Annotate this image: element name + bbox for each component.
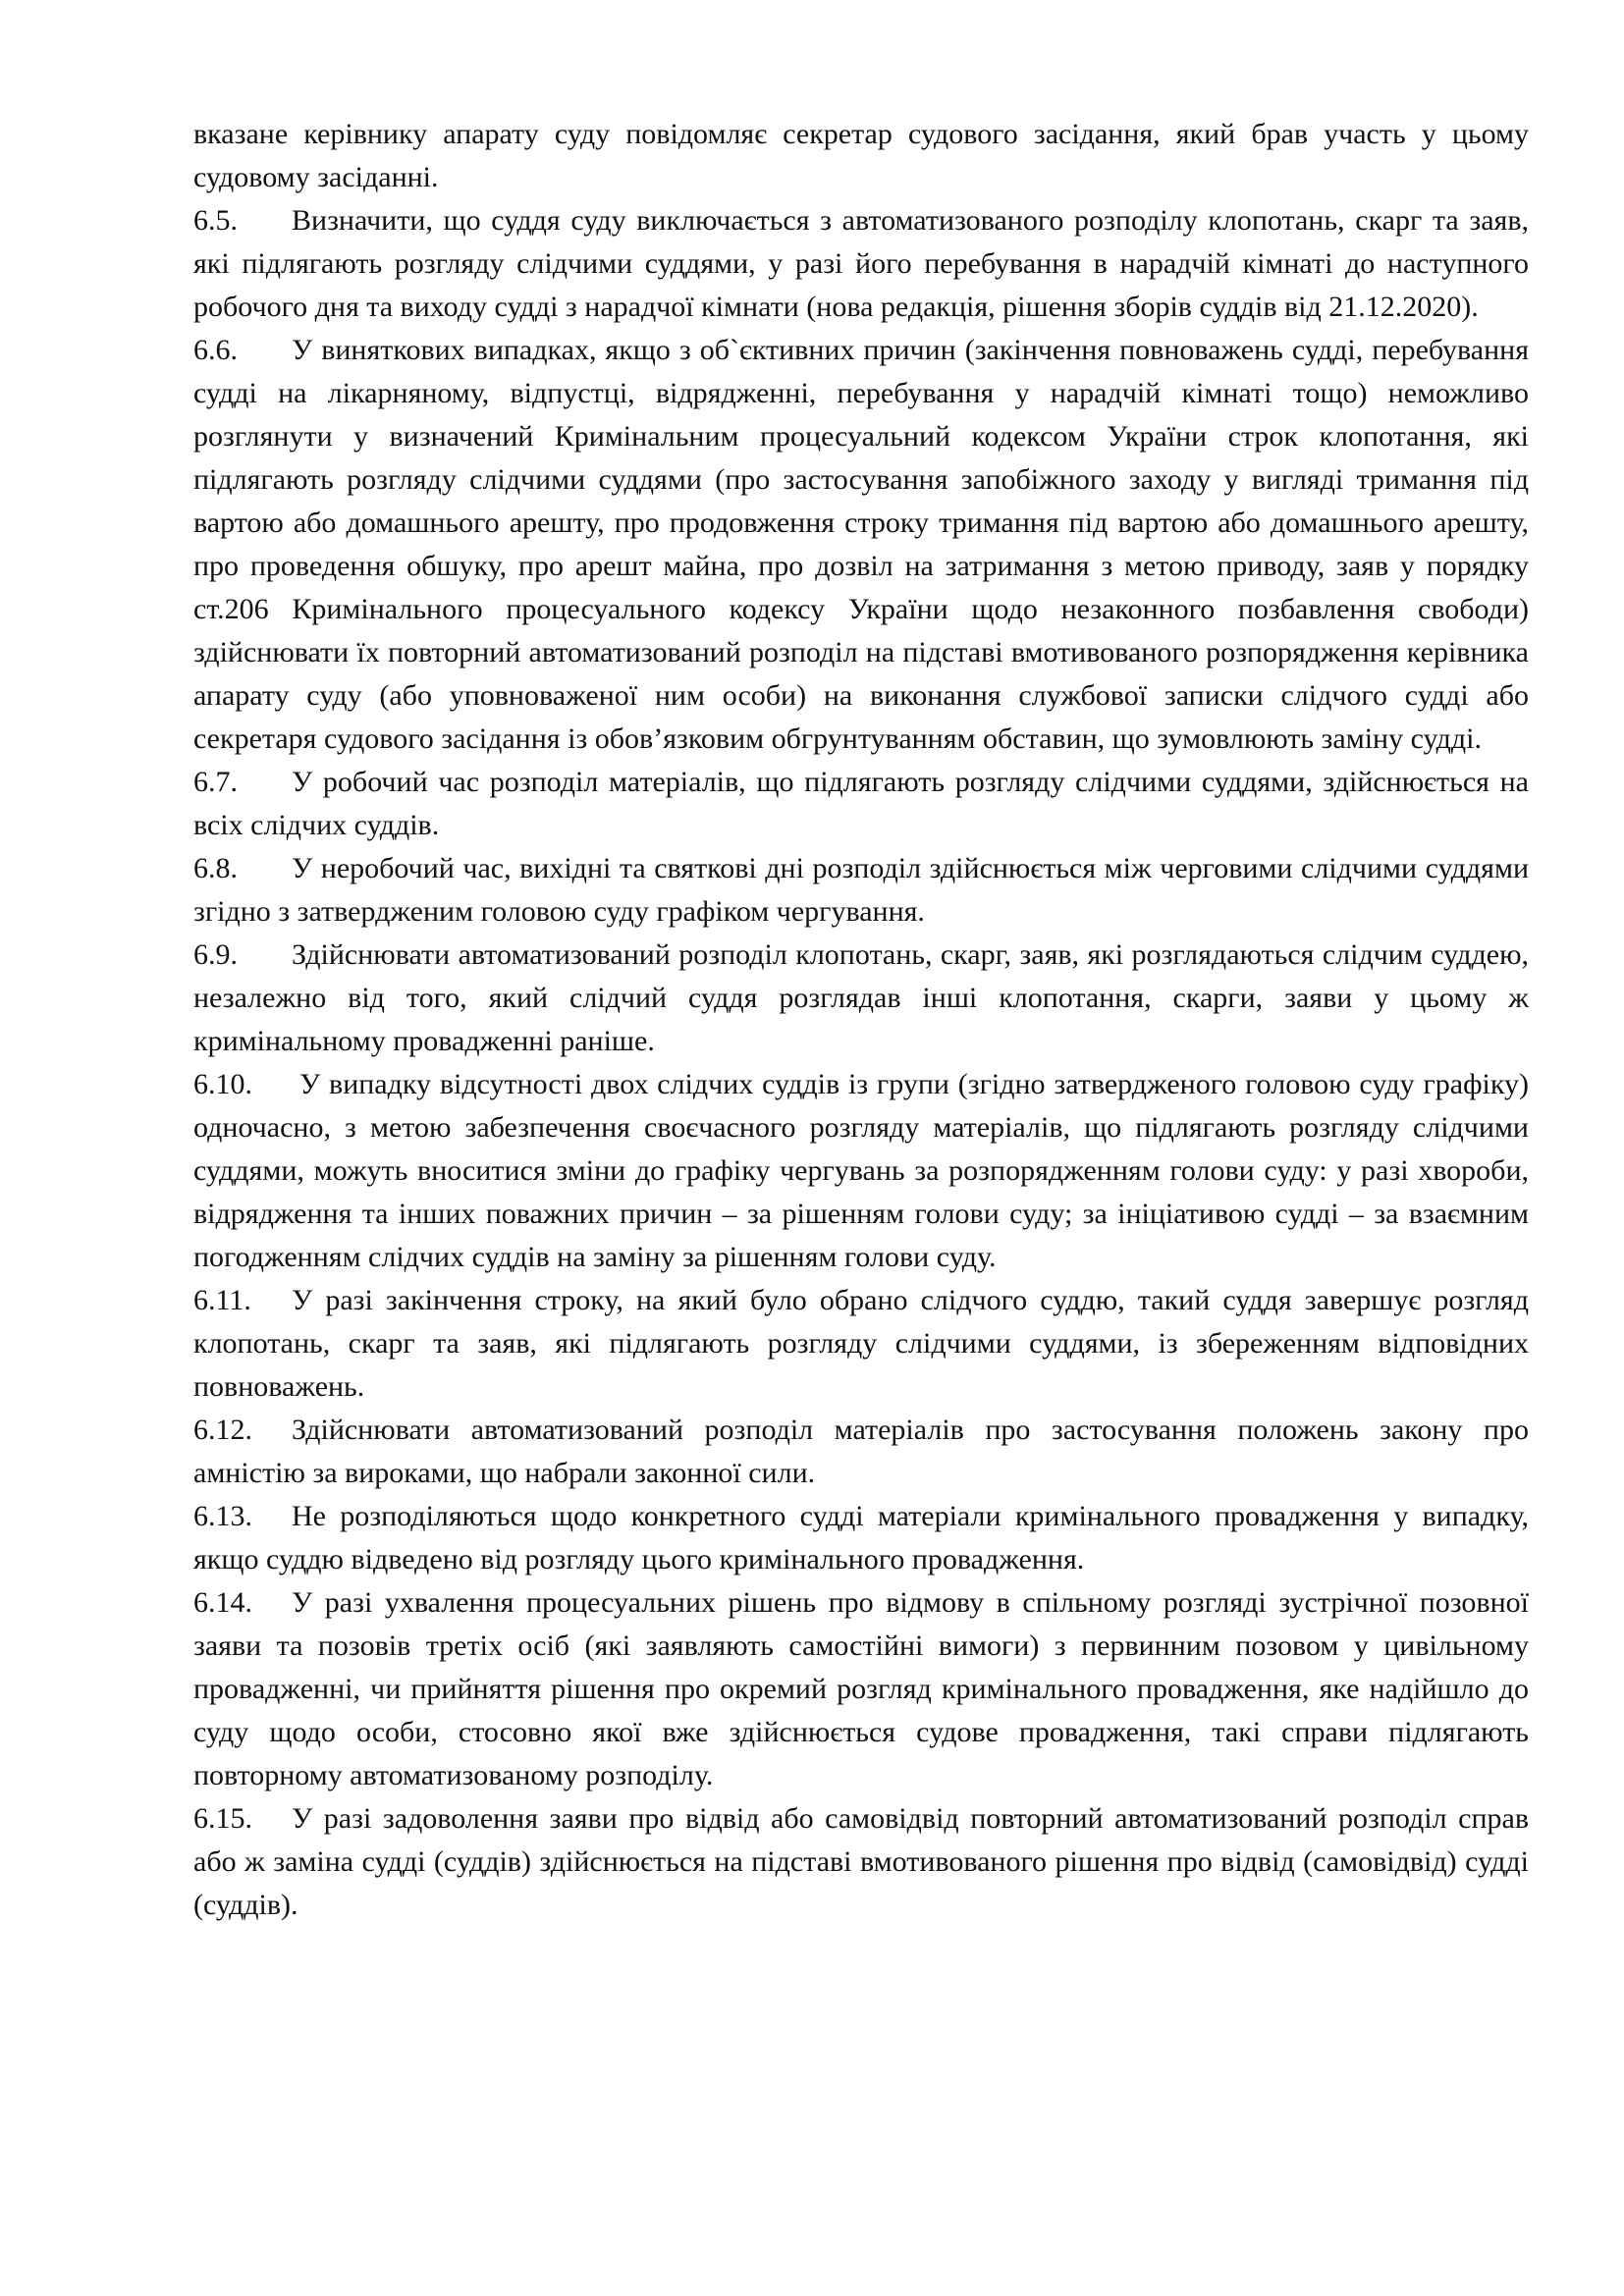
clause-6-10 [193, 1063, 1529, 1279]
clause-6-9 [193, 934, 1529, 1063]
clause-number: 6.12. [193, 1414, 252, 1446]
clause-6-15 [193, 1797, 1529, 1927]
clause-number: 6.10. [193, 1068, 252, 1100]
clause-number: 6.14. [193, 1586, 252, 1619]
clause-number: 6.8. [193, 852, 238, 884]
clause-number: 6.6. [193, 334, 238, 366]
clause-number: 6.11. [193, 1284, 251, 1316]
clause-text: Здійснювати автоматизований розподіл матеріалів про застосування положень закону про амністію за вироками, що набрали законної сили. [193, 1414, 1529, 1489]
intro-paragraph: вказане керівнику апарату суду повідомляє секретар судового засідання, який брав участь у цьому судовому засіданні. [193, 118, 1529, 193]
clause-text: Не розподіляються щодо конкретного судді матеріали кримінального провадження у випадку, якщо суддю відведено від розгляду цього кримінального провадження. [193, 1500, 1529, 1575]
clause-number: 6.5. [193, 204, 238, 237]
clause-text: У робочий час розподіл матеріалів, що підлягають розгляду слідчими суддями, здійснюється на всіх слідчих суддів. [193, 766, 1529, 841]
clause-text: У разі закінчення строку, на який було обрано слідчого суддю, такий суддя завершує розгляд клопотань, скарг та заяв, які підлягають розгляду слідчими суддями, із збереженням відповідних повноважень. [193, 1284, 1529, 1403]
clause-number: 6.13. [193, 1500, 252, 1532]
clause-6-14 [193, 1581, 1529, 1797]
clause-text: У виняткових випадках, якщо з об`єктивних причин (закінчення повноважень судді, перебування судді на лікарняному, відпустці, відрядженні, перебування у нарадчій кімнаті тощо) неможливо розглянути у визначений Кримінальним процесуальний кодексом України строк клопотання, які підлягають розгляду слідчими суддями (про застосування запобіжного заходу у вигляді тримання під вартою або домашнього арешту, про продовження строку тримання під вартою або домашнього арешту, про проведення обшуку, про арешт майна, про дозвіл на затримання з метою приводу, заяв у порядку ст.206 Кримінального процесуального кодексу України щодо незаконного позбавлення свободи) здійснювати їх повторний автоматизований розподіл на підставі вмотивованого розпорядження керівника апарату суду (або уповноваженої ним особи) на виконання службової записки слідчого судді або секретаря судового засідання із обов’язковим обгрунтуванням обставин, що зумовлюють заміну судді. [193, 334, 1529, 755]
clause-number: 6.7. [193, 766, 238, 798]
clause-6-8 [193, 847, 1529, 934]
clause-number: 6.15. [193, 1802, 252, 1835]
clause-text: Здійснювати автоматизований розподіл клопотань, скарг, заяв, які розглядаються слідчим суддею, незалежно від того, який слідчий суддя розглядав інші клопотання, скарги, заяви у цьому ж кримінальному провадженні раніше. [193, 938, 1529, 1057]
clause-text: У разі задоволення заяви про відвід або самовідвід повторний автоматизований розподіл справ або ж заміна судді (суддів) здійснюється на підставі вмотивованого рішення про відвід (самовідвід) судді (суддів). [193, 1802, 1529, 1921]
clause-text: Визначити, що суддя суду виключається з автоматизованого розподілу клопотань, скарг та заяв, які підлягають розгляду слідчими суддями, у разі його перебування в нарадчій кімнаті до наступного робочого дня та виходу судді з нарадчої кімнати (нова редакція, рішення зборів суддів від 21.12.2020). [193, 204, 1529, 323]
clause-6-13 [193, 1495, 1529, 1581]
clause-text: У разі ухвалення процесуальних рішень про відмову в спільному розгляді зустрічної позовної заяви та позовів третіх осіб (які заявляють самостійні вимоги) з первинним позовом у цивільному провадженні, чи прийняття рішення про окремий розгляд кримінального провадження, яке надійшло до суду щодо особи, стосовно якої вже здійснюється судове провадження, такі справи підлягають повторному автоматизованому розподілу. [193, 1586, 1529, 1791]
clause-6-6 [193, 329, 1529, 761]
clause-text: У випадку відсутності двох слідчих суддів із групи (згідно затвердженого головою суду графіку) одночасно, з метою забезпечення своєчасного розгляду матеріалів, що підлягають розгляду слідчими суддями, можуть вноситися зміни до графіку чергувань за розпорядженням голови суду: у разі хвороби, відрядження та інших поважних причин – за рішенням голови суду; за ініціативою судді – за взаємним погодженням слідчих суддів на заміну за рішенням голови суду. [193, 1068, 1529, 1273]
clause-6-11 [193, 1279, 1529, 1409]
clause-6-12 [193, 1409, 1529, 1495]
clause-6-5 [193, 199, 1529, 329]
clause-text: У неробочий час, вихідні та святкові дні розподіл здійснюється між черговими слідчими суддями згідно з затвердженим головою суду графіком чергування. [193, 852, 1529, 928]
clause-number: 6.9. [193, 938, 238, 971]
clause-6-7 [193, 761, 1529, 847]
document-page [193, 113, 1529, 1927]
